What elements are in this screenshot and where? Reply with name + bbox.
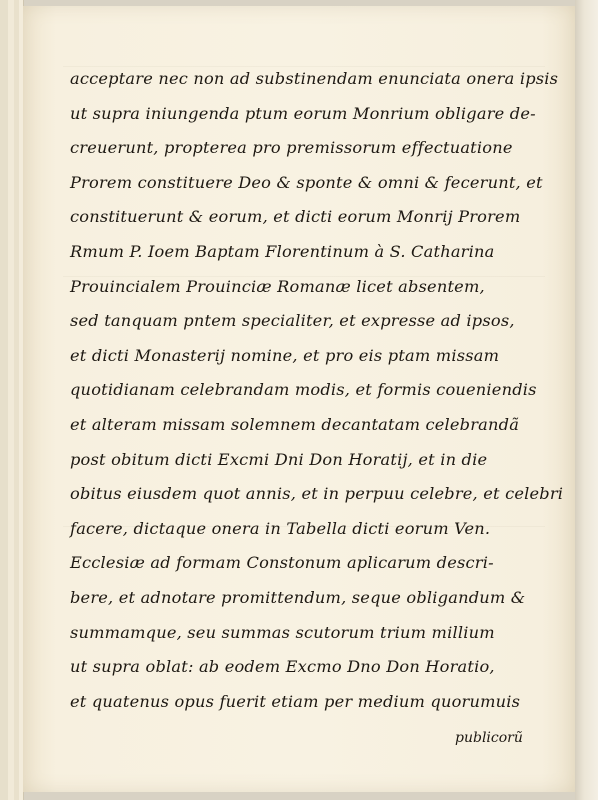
text-line: sed tanquam pntem specialiter, et expresse ad ipsos, xyxy=(70,311,515,331)
catchword: publicorũ xyxy=(455,730,523,746)
text-line: et quatenus opus fuerit etiam per medium quorumuis xyxy=(70,691,521,711)
text-line: post obitum dicti Excmi Dni Don Horatij, et in die xyxy=(70,449,488,469)
text-line: et alteram missam solemnem decantatam celebrandã xyxy=(70,414,520,434)
manuscript-text xyxy=(70,62,564,719)
text-line: ut supra iniungenda ptum eorum Monrium obligare de- xyxy=(70,103,536,123)
text-line: acceptare nec non ad substinendam enunciata onera ipsis xyxy=(70,69,559,88)
text-line: Rmum P. Ioem Baptam Florentinum à S. Catharina xyxy=(70,241,495,261)
text-line: et dicti Monasterij nomine, et pro eis ptam missam xyxy=(70,345,500,365)
text-line: summamque, seu summas scutorum trium millium xyxy=(70,622,495,642)
text-line: creuerunt, propterea pro premissorum effectuatione xyxy=(70,138,513,158)
text-line: ut supra oblat: ab eodem Excmo Dno Don Horatio, xyxy=(70,657,495,677)
text-line: Prouincialem Prouinciæ Romanæ licet absentem, xyxy=(70,276,485,296)
text-line: quotidianam celebrandam modis, et formis coueniendis xyxy=(70,380,537,400)
text-line: bere, et adnotare promittendum, seque obligandum & xyxy=(70,587,526,607)
text-line: Ecclesiæ ad formam Constonum aplicarum descri- xyxy=(70,553,494,573)
text-line: constituerunt & eorum, et dicti eorum Monrij Prorem xyxy=(70,207,521,227)
adjacent-page-edge xyxy=(575,0,598,800)
text-line: Prorem constituere Deo & sponte & omni & fecerunt, et xyxy=(70,172,543,192)
text-line: facere, dictaque onera in Tabella dicti eorum Ven. xyxy=(70,518,491,538)
text-line: obitus eiusdem quot annis, et in perpuu celebre, et celebri xyxy=(70,484,564,504)
